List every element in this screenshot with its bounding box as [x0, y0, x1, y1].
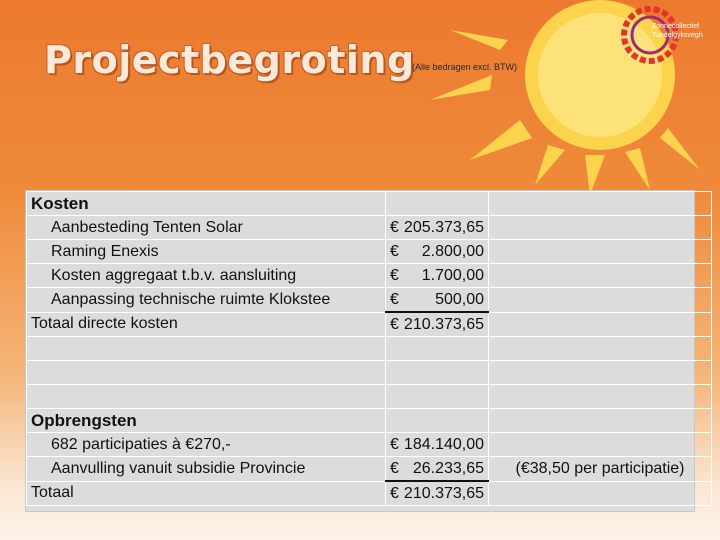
table-row — [27, 288, 712, 313]
revenue-note — [489, 433, 712, 457]
table-row — [27, 385, 712, 409]
table-row — [27, 192, 712, 216]
costs-total-label: Totaal directe kosten — [27, 312, 386, 337]
table-row — [27, 457, 712, 482]
table-row — [27, 240, 712, 264]
revenues-total-label: Totaal — [27, 481, 386, 506]
cost-label: Kosten aggregaat t.b.v. aansluiting — [27, 264, 386, 288]
budget-table — [26, 191, 712, 506]
currency-symbol: € — [390, 290, 399, 308]
table-row — [27, 361, 712, 385]
currency-symbol: € — [390, 315, 399, 333]
currency-symbol: € — [390, 459, 399, 477]
revenues-total-amount: 210.373,65 — [403, 484, 484, 502]
revenue-label: Aanvulling vanuit subsidie Provincie — [27, 457, 386, 482]
cost-amount: 500,00 — [435, 290, 484, 308]
revenue-note: (€38,50 per participatie) — [489, 457, 712, 482]
cost-amount: 205.373,65 — [403, 218, 484, 236]
sun-decoration — [0, 0, 720, 200]
table-row — [27, 216, 712, 240]
cost-label: Aanpassing technische ruimte Klokstee — [27, 288, 386, 313]
currency-symbol: € — [390, 242, 399, 260]
table-row — [27, 433, 712, 457]
revenue-label: 682 participaties à €270,- — [27, 433, 386, 457]
cost-amount: 2.800,00 — [421, 242, 484, 260]
costs-total-amount: 210.373,65 — [403, 315, 484, 333]
currency-symbol: € — [390, 484, 399, 502]
table-row — [27, 337, 712, 361]
cost-label: Raming Enexis — [27, 240, 386, 264]
cost-label: Aanbesteding Tenten Solar — [27, 216, 386, 240]
revenue-amount: 26.233,65 — [412, 459, 484, 477]
table-row — [27, 312, 712, 337]
currency-symbol: € — [390, 218, 399, 236]
table-row — [27, 264, 712, 288]
revenues-header: Opbrengsten — [27, 409, 386, 433]
currency-symbol: € — [390, 266, 399, 284]
cost-amount: 1.700,00 — [421, 266, 484, 284]
amounts-note: (Alle bedragen excl. BTW) — [412, 62, 518, 72]
costs-header: Kosten — [27, 192, 386, 216]
logo-text: Zonnecollectief Tundelgyksvegh — [652, 23, 703, 39]
revenue-amount: 184.140,00 — [403, 435, 484, 453]
table-row — [27, 409, 712, 433]
page-title: Projectbegroting — [44, 38, 415, 82]
table-row — [27, 481, 712, 506]
currency-symbol: € — [390, 435, 399, 453]
